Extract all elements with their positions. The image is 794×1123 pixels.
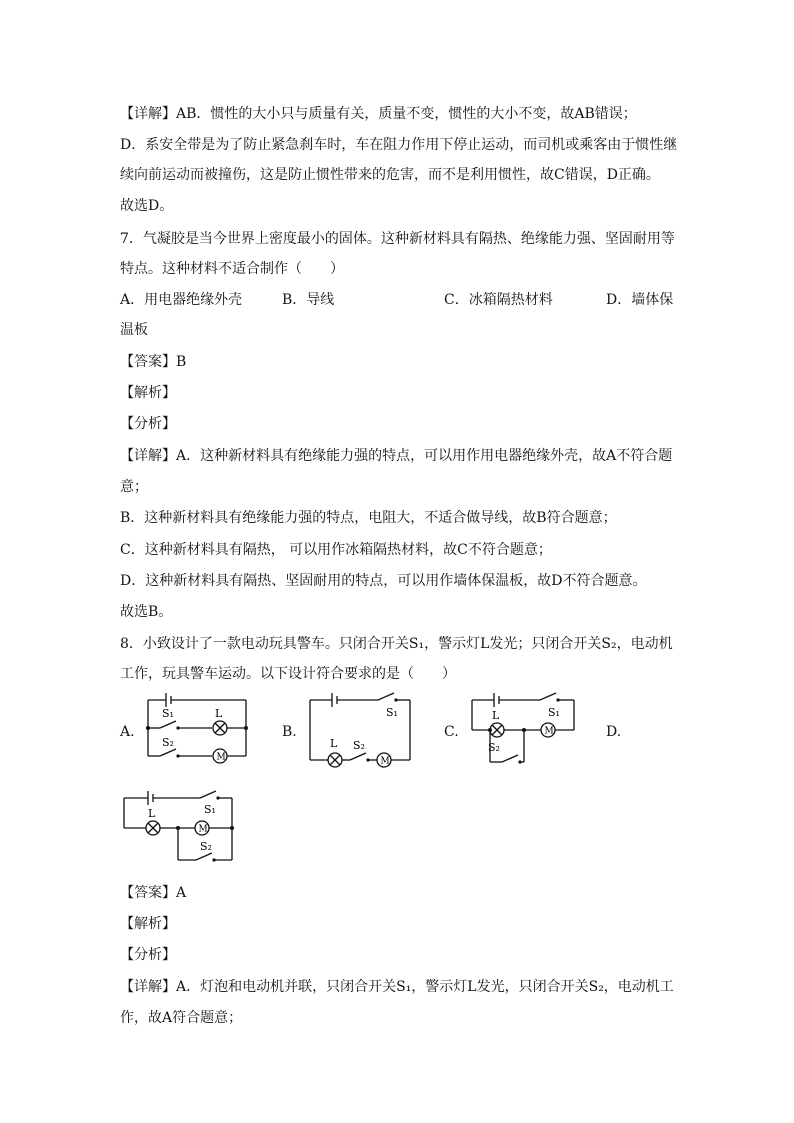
explanation-line: 作，故A符合题意；: [120, 1010, 243, 1026]
explanation-line: B．这种新材料具有绝缘能力强的特点，电阻大，不适合做导线，故B符合题意；: [120, 510, 617, 526]
question-8-stem: 8．小致设计了一款电动玩具警车。只闭合开关S₁，警示灯L发光；只闭合开关S₂，电动机: [120, 636, 673, 652]
q8-option-c-label: C.: [444, 724, 459, 740]
circuit-diagram-a: [144, 690, 256, 774]
circuit-diagram-d: [120, 784, 238, 868]
switch-label: S₁: [162, 707, 174, 720]
analysis-label: 【分析】: [120, 947, 176, 963]
switch-icon: [502, 755, 518, 762]
analysis-label: 【分析】: [120, 416, 176, 432]
switch-icon: [350, 753, 366, 760]
explanation-line: D．这种新材料具有隔热、坚固耐用的特点，可以用作墙体保温板，故D不符合题意。: [120, 573, 647, 589]
text-line: 故选B。: [120, 604, 173, 620]
switch-label: S₂: [353, 739, 365, 752]
switch-icon: [160, 721, 176, 728]
question-7-stem: 特点。这种材料不适合制作（ ）: [120, 261, 344, 277]
explanation-line: 意；: [120, 479, 148, 495]
q7-option-d: D．墙体保: [606, 292, 674, 308]
switch-icon: [200, 791, 216, 798]
switch-label: S₁: [204, 803, 216, 816]
lamp-label: L: [148, 807, 156, 820]
answer-label: 【答案】B: [120, 354, 187, 370]
question-8-stem: 工作，玩具警车运动。以下设计符合要求的是（ ）: [120, 666, 456, 682]
text-line: 温板: [120, 322, 148, 338]
explanation-line: 【详解】A．灯泡和电动机并联，只闭合开关S₁，警示灯L发光，只闭合开关S₂，电动机工: [120, 979, 674, 995]
circuit-diagram-c: [468, 688, 580, 772]
lamp-label: L: [330, 737, 338, 750]
switch-label: S₂: [200, 840, 212, 853]
switch-label: S₂: [488, 741, 500, 754]
text-line: D．系安全带是为了防止紧急刹车时，车在阻力作用下停止运动，而司机或乘客由于惯性继: [120, 137, 678, 153]
switch-icon: [540, 693, 556, 700]
lamp-label: L: [492, 709, 500, 722]
q8-option-b-label: B.: [282, 724, 297, 740]
motor-label: M: [380, 756, 390, 767]
switch-icon: [160, 749, 176, 756]
q7-option-a: A．用电器绝缘外壳: [120, 292, 243, 308]
switch-icon: [196, 853, 212, 860]
motor-label: M: [544, 726, 554, 737]
analysis-label: 【解析】: [120, 916, 176, 932]
q7-option-c: C．冰箱隔热材料: [444, 292, 553, 308]
q8-option-a-label: A.: [120, 724, 135, 740]
lamp-label: L: [215, 707, 223, 720]
switch-label: S₂: [162, 736, 174, 749]
text-line: 故选D。: [120, 198, 174, 214]
circuit-diagram-b: [306, 688, 418, 772]
motor-label: M: [216, 752, 226, 763]
text-line: 续向前运动而被撞伤，这是防止惯性带来的危害，而不是利用惯性，故C错误，D正确。: [120, 167, 660, 183]
question-7-stem: 7．气凝胶是当今世界上密度最小的固体。这种新材料具有隔热、绝缘能力强、坚固耐用等: [120, 231, 675, 247]
explanation-line: 【详解】A．这种新材料具有绝缘能力强的特点，可以用作用电器绝缘外壳，故A不符合题: [120, 448, 673, 464]
explanation-line: C．这种新材料具有隔热， 可以用作冰箱隔热材料，故C不符合题意；: [120, 542, 552, 558]
analysis-label: 【解析】: [120, 385, 176, 401]
switch-icon: [378, 693, 394, 700]
q8-option-d-label: D.: [606, 724, 622, 740]
q7-option-b: B．导线: [282, 292, 335, 308]
switch-label: S₁: [386, 706, 398, 719]
motor-label: M: [198, 824, 208, 835]
switch-label: S₁: [548, 706, 560, 719]
answer-label: 【答案】A: [120, 885, 187, 901]
text-line: 【详解】AB．惯性的大小只与质量有关，质量不变，惯性的大小不变，故AB错误；: [120, 106, 637, 122]
